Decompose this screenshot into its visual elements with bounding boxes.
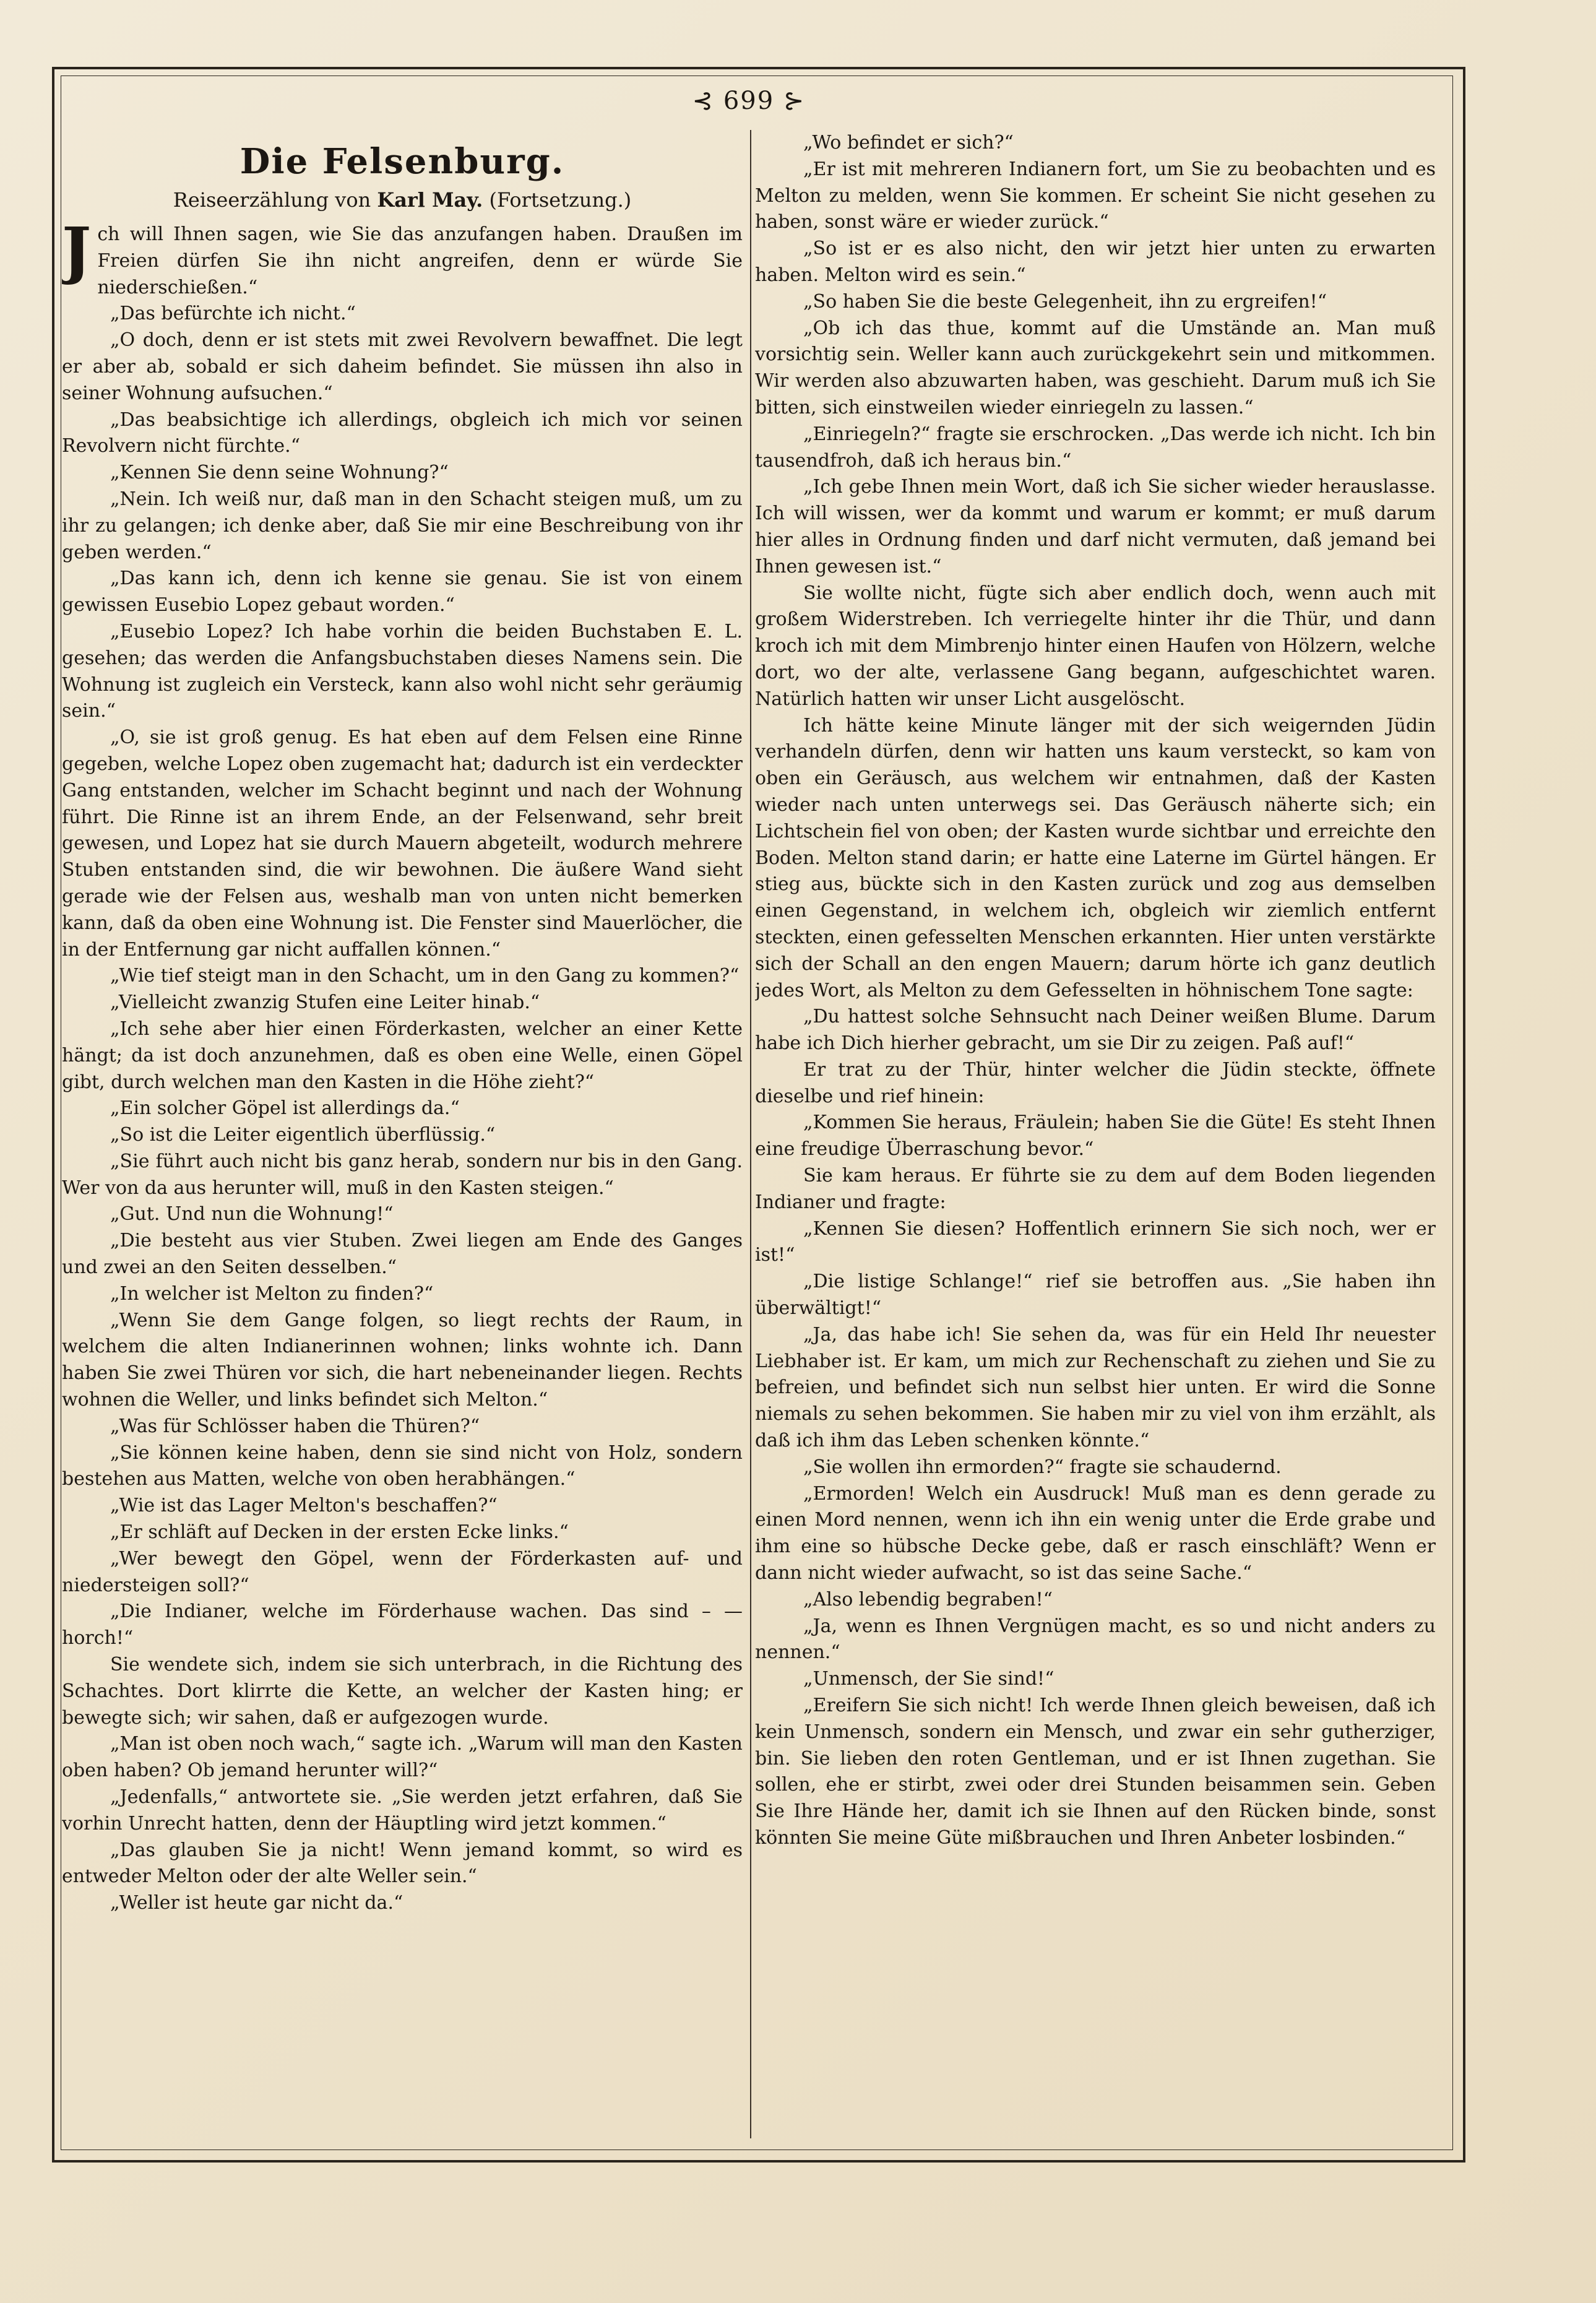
paragraph: „Ermorden! Welch ein Ausdruck! Muß man es denn gerade zu einen Mord nennen, wenn ich ihn ein wenig unter die Erde grabe und ihm eine so hübsche Decke gebe, daß er rasch einschläft? Wenn er dann nicht wieder aufwacht, so ist das seine Sache.“ bbox=[755, 1482, 1436, 1584]
paragraph: „Du hattest solche Sehnsucht nach Deiner weißen Blume. Darum habe ich Dich hierher gebracht, um sie Dir zu zeigen. Paß auf!“ bbox=[755, 1006, 1436, 1055]
paragraph: Ich hätte keine Minute länger mit der sich weigernden Jüdin verhandeln dürfen, denn wir hatten uns kaum versteckt, so kam von oben ein Geräusch, aus welchem wir entnahmen, daß der Kasten wieder nach unten unterwegs sei. Das Geräusch näherte sich; ein Lichtschein fiel von oben; der Kasten wurde sichtbar und erreichte den Boden. Melton stand darin; er hatte eine Laterne im Gürtel hängen. Er stieg aus, bückte sich in den Kasten zurück und zog aus demselben einen Gegenstand, in welchem ich, obgleich wir ziemlich entfernt steckten, einen gefesselten Menschen erkannten. Hier unten verstärkte sich der Schall an den engen Mauern; darum hörte ich ganz deutlich jedes Wort, als Melton zu dem Gefesselten in höhnischem Tone sagte: bbox=[755, 714, 1436, 1001]
paragraph: „Ob ich das thue, kommt auf die Umstände an. Man muß vorsichtig sein. Weller kann auch zurückgekehrt sein und mitkommen. Wir werden also abzuwarten haben, was geschieht. Darum muß ich Sie bitten, sich einstweilen wieder einriegeln zu lassen.“ bbox=[755, 317, 1436, 418]
paragraph: „Er schläft auf Decken in der ersten Ecke links.“ bbox=[110, 1521, 569, 1544]
paragraph-text: ch will Ihnen sagen, wie Sie das anzufangen haben. Draußen im Freien dürfen Sie ihn nicht angreifen, denn er würde Sie niederschießen.“ bbox=[97, 223, 743, 298]
page-number-text: 699 bbox=[723, 87, 775, 115]
paragraph: „Gut. Und nun die Wohnung!“ bbox=[110, 1203, 394, 1225]
paragraph: „O, sie ist groß genug. Es hat eben auf dem Felsen eine Rinne gegeben, welche Lopez oben zugemacht hat; dadurch ist ein verdeckter Gang entstanden, welcher im Schacht beginnt und nach der Wohnung führt. Die Rinne ist an ihrem Ende, an der Felsenwand, sehr breit gewesen, und Lopez hat sie durch Mauern abgeteilt, wodurch mehrere Stuben entstanden sind, die wir bewohnen. Die äußere Wand sieht gerade wie der Felsen aus, weshalb man von unten nicht bemerken kann, daß da oben eine Wohnung ist. Die Fenster sind Mauerlöcher, die in der Entfernung gar nicht auffallen können.“ bbox=[62, 727, 743, 961]
paragraph: „Wer bewegt den Göpel, wenn der Förderkasten auf- und niedersteigen soll?“ bbox=[62, 1547, 743, 1596]
paragraph: „Wo befindet er sich?“ bbox=[803, 132, 1014, 153]
byline-prefix: Reiseerzählung von bbox=[173, 188, 371, 212]
paragraph: „Die listige Schlange!“ rief sie betroffen aus. „Sie haben ihn überwältigt!“ bbox=[755, 1271, 1436, 1320]
paragraph: „Die besteht aus vier Stuben. Zwei liegen am Ende des Ganges und zwei an den Seiten desselben.“ bbox=[62, 1230, 743, 1279]
paragraph: „Man ist oben noch wach,“ sagte ich. „Warum will man den Kasten oben haben? Ob jemand herunter will?“ bbox=[62, 1733, 743, 1782]
paragraph: „Jedenfalls,“ antwortete sie. „Sie werden jetzt erfahren, daß Sie vorhin Unrecht hatten, denn der Häuptling wird jetzt kommen.“ bbox=[62, 1786, 743, 1834]
paragraph: „Er ist mit mehreren Indianern fort, um Sie zu beobachten und es Melton zu melden, wenn Sie kommen. Er scheint Sie nicht gesehen zu haben, sonst wäre er wieder zurück.“ bbox=[755, 158, 1436, 233]
paragraph: „O doch, denn er ist stets mit zwei Revolvern bewaffnet. Die legt er aber ab, sobald er sich daheim befindet. Sie müssen ihn also in seiner Wohnung aufsuchen.“ bbox=[62, 329, 743, 404]
paragraph bbox=[62, 214, 743, 301]
paragraph: „Die Indianer, welche im Förderhause wachen. Das sind – — horch!“ bbox=[62, 1601, 743, 1649]
paragraph: „Sie können keine haben, denn sie sind nicht von Holz, sondern bestehen aus Matten, welche von oben herabhängen.“ bbox=[62, 1441, 743, 1490]
right-column bbox=[755, 130, 1436, 2141]
ornament-right: ⊱ bbox=[783, 87, 806, 115]
ornament-left: ⊰ bbox=[692, 87, 715, 115]
paragraph: „Ich gebe Ihnen mein Wort, daß ich Sie sicher wieder herauslasse. Ich will wissen, wer da kommt und warum er kommt; er muß darum hier alles in Ordnung finden und darf nicht vermuten, daß jemand bei Ihnen gewesen ist.“ bbox=[755, 476, 1436, 577]
page-number bbox=[681, 87, 817, 115]
paragraph: „So ist die Leiter eigentlich überflüssig.“ bbox=[110, 1124, 496, 1146]
paragraph: „Wie ist das Lager Melton's beschaffen?“ bbox=[110, 1495, 498, 1517]
paragraph: „Nein. Ich weiß nur, daß man in den Schacht steigen muß, um zu ihr zu gelangen; ich denke aber, daß Sie mir eine Beschreibung von ihr geben werden.“ bbox=[62, 488, 743, 563]
paragraph: „In welcher ist Melton zu finden?“ bbox=[110, 1282, 434, 1305]
paragraph: „So ist er es also nicht, den wir jetzt hier unten zu erwarten haben. Melton wird es sein.“ bbox=[755, 238, 1436, 286]
paragraph: „Das befürchte ich nicht.“ bbox=[110, 303, 356, 325]
paragraph: „Das kann ich, denn ich kenne sie genau. Sie ist von einem gewissen Eusebio Lopez gebaut worden.“ bbox=[62, 568, 743, 616]
paragraph: „Kommen Sie heraus, Fräulein; haben Sie die Güte! Es steht Ihnen eine freudige Überraschung bevor.“ bbox=[755, 1112, 1436, 1160]
article-byline bbox=[62, 188, 743, 212]
right-column-text bbox=[755, 130, 1436, 1852]
byline-author: Karl May. bbox=[377, 188, 483, 212]
paragraph: „Das glauben Sie ja nicht! Wenn jemand kommt, so wird es entweder Melton oder der alte Weller sein.“ bbox=[62, 1839, 743, 1888]
paragraph: „Sie führt auch nicht bis ganz herab, sondern nur bis in den Gang. Wer von da aus herunter will, muß in den Kasten steigen.“ bbox=[62, 1150, 743, 1199]
paragraph: „Unmensch, der Sie sind!“ bbox=[803, 1668, 1055, 1690]
paragraph: „Kennen Sie denn seine Wohnung?“ bbox=[110, 462, 449, 484]
paragraph: „Ereifern Sie sich nicht! Ich werde Ihnen gleich beweisen, daß ich kein Unmensch, sondern ein Mensch, und zwar ein sehr gutherziger, bin. Sie lieben den roten Gentleman, und er ist Ihnen zugethan. Sie sollen, ehe er stirbt, zwei oder drei Stunden beisammen sein. Geben Sie Ihre Hände her, damit ich sie Ihnen auf den Rücken binde, sonst könnten Sie meine Güte mißbrauchen und Ihren Anbeter losbinden.“ bbox=[755, 1695, 1436, 1849]
drop-capital: J bbox=[62, 214, 92, 287]
left-column bbox=[62, 130, 743, 2141]
paragraph: „Ja, das habe ich! Sie sehen da, was für ein Held Ihr neuester Liebhaber ist. Er kam, um mich zur Rechenschaft zu ziehen und Sie zu befreien, und befindet sich nun selbst hier unten. Er wird die Sonne niemals zu sehen bekommen. Sie haben mir zu viel von ihm erzählt, als daß ich ihm das Leben schenken könnte.“ bbox=[755, 1323, 1436, 1452]
paragraph: „Also lebendig begraben!“ bbox=[803, 1588, 1053, 1610]
paragraph: Sie wollte nicht, fügte sich aber endlich doch, wenn auch mit großem Widerstreben. Ich verriegelte hinter ihr die Thür, und dann kroch ich mit dem Mimbrenjo hinter einen Haufen von Hölzern, welche dort, wo der alte, verlassene Gang begann, aufgeschichtet waren. Natürlich hatten wir unser Licht ausgelöscht. bbox=[755, 582, 1436, 710]
column-divider bbox=[750, 130, 751, 2138]
article-title: Die Felsenburg. bbox=[239, 141, 565, 182]
paragraph: „Kennen Sie diesen? Hoffentlich erinnern Sie sich noch, wer er ist!“ bbox=[755, 1217, 1436, 1266]
paragraph: „Ich sehe aber hier einen Förderkasten, welcher an einer Kette hängt; da ist doch anzunehmen, daß es oben eine Welle, einen Göpel gibt, durch welchen man den Kasten in die Höhe zieht?“ bbox=[62, 1018, 743, 1093]
paragraph: „Ein solcher Göpel ist allerdings da.“ bbox=[110, 1097, 460, 1120]
byline-suffix: (Fortsetzung.) bbox=[489, 188, 632, 212]
paragraph: „Weller ist heute gar nicht da.“ bbox=[110, 1892, 403, 1914]
paragraph: „Ja, wenn es Ihnen Vergnügen macht, es so und nicht anders zu nennen.“ bbox=[755, 1615, 1436, 1664]
paragraph: „Das beabsichtige ich allerdings, obgleich ich mich vor seinen Revolvern nicht fürchte.“ bbox=[62, 408, 743, 457]
paragraph: „Sie wollen ihn ermorden?“ fragte sie schaudernd. bbox=[803, 1456, 1282, 1478]
paragraph: „Vielleicht zwanzig Stufen eine Leiter hinab.“ bbox=[110, 992, 540, 1014]
paragraph: Sie kam heraus. Er führte sie zu dem auf dem Boden liegenden Indianer und fragte: bbox=[755, 1165, 1436, 1213]
paragraph: „So haben Sie die beste Gelegenheit, ihn zu ergreifen!“ bbox=[803, 290, 1327, 313]
paragraph: Er trat zu der Thür, hinter welcher die Jüdin steckte, öffnete dieselbe und rief hinein: bbox=[755, 1058, 1436, 1107]
paragraph: „Eusebio Lopez? Ich habe vorhin die beiden Buchstaben E. L. gesehen; das werden die Anfangsbuchstaben dieses Namens sein. Die Wohnung ist zugleich ein Versteck, kann also wohl nicht sehr geräumig sein.“ bbox=[62, 620, 743, 722]
paragraph: „Einriegeln?“ fragte sie erschrocken. „Das werde ich nicht. Ich bin tausendfroh, daß ich heraus bin.“ bbox=[755, 423, 1436, 472]
paragraph: „Was für Schlösser haben die Thüren?“ bbox=[110, 1415, 480, 1437]
left-column-text bbox=[62, 214, 743, 1917]
paragraph: Sie wendete sich, indem sie sich unterbrach, in die Richtung des Schachtes. Dort klirrte die Kette, an welcher der Kasten hing; er bewegte sich; wir sahen, daß er aufgezogen wurde. bbox=[62, 1654, 743, 1729]
paragraph: „Wie tief steigt man in den Schacht, um in den Gang zu kommen?“ bbox=[110, 965, 740, 987]
paragraph: „Wenn Sie dem Gange folgen, so liegt rechts der Raum, in welchem die alten Indianerinnen wohnen; links wohnte ich. Dann haben Sie zwei Thüren vor sich, die hart nebeneinander liegen. Rechts wohnen die Weller, und links befindet sich Melton.“ bbox=[62, 1309, 743, 1411]
